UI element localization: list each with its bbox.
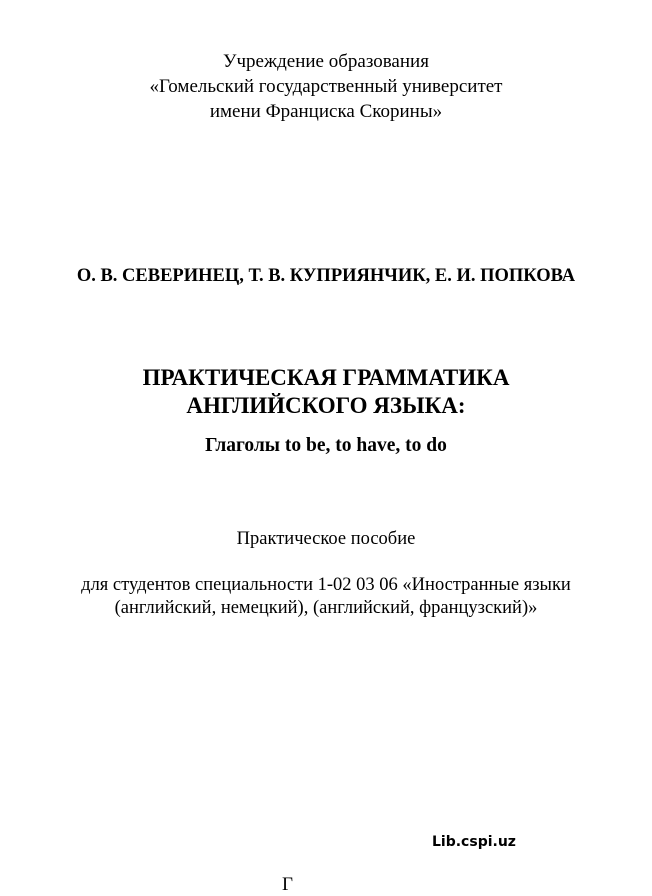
institution-line-3: имени Франциска Скорины» [209,101,443,122]
title-line-2: АНГЛИЙСКОГО ЯЗЫКА: [186,393,466,418]
watermark: Lib.cspi.uz [432,834,516,850]
institution-line-2: «Гомельский государственный университет [149,76,503,97]
title-line-1: ПРАКТИЧЕСКАЯ ГРАММАТИКА [142,365,510,390]
audience-line-2: (английский, немецкий), (английский, французский)» [114,598,538,618]
authors: О. В. СЕВЕРИНЕЦ, Т. В. КУПРИЯНЧИК, Е. И. ПОПКОВА [76,266,576,286]
subtitle: Глаголы to be, to have, to do [205,435,447,456]
audience-line-1: для студентов специальности 1-02 03 06 «Иностранные языки [81,575,571,595]
institution-line-1: Учреждение образования [223,51,429,72]
city-partial: Г [282,874,293,895]
document-type: Практическое пособие [236,529,416,549]
